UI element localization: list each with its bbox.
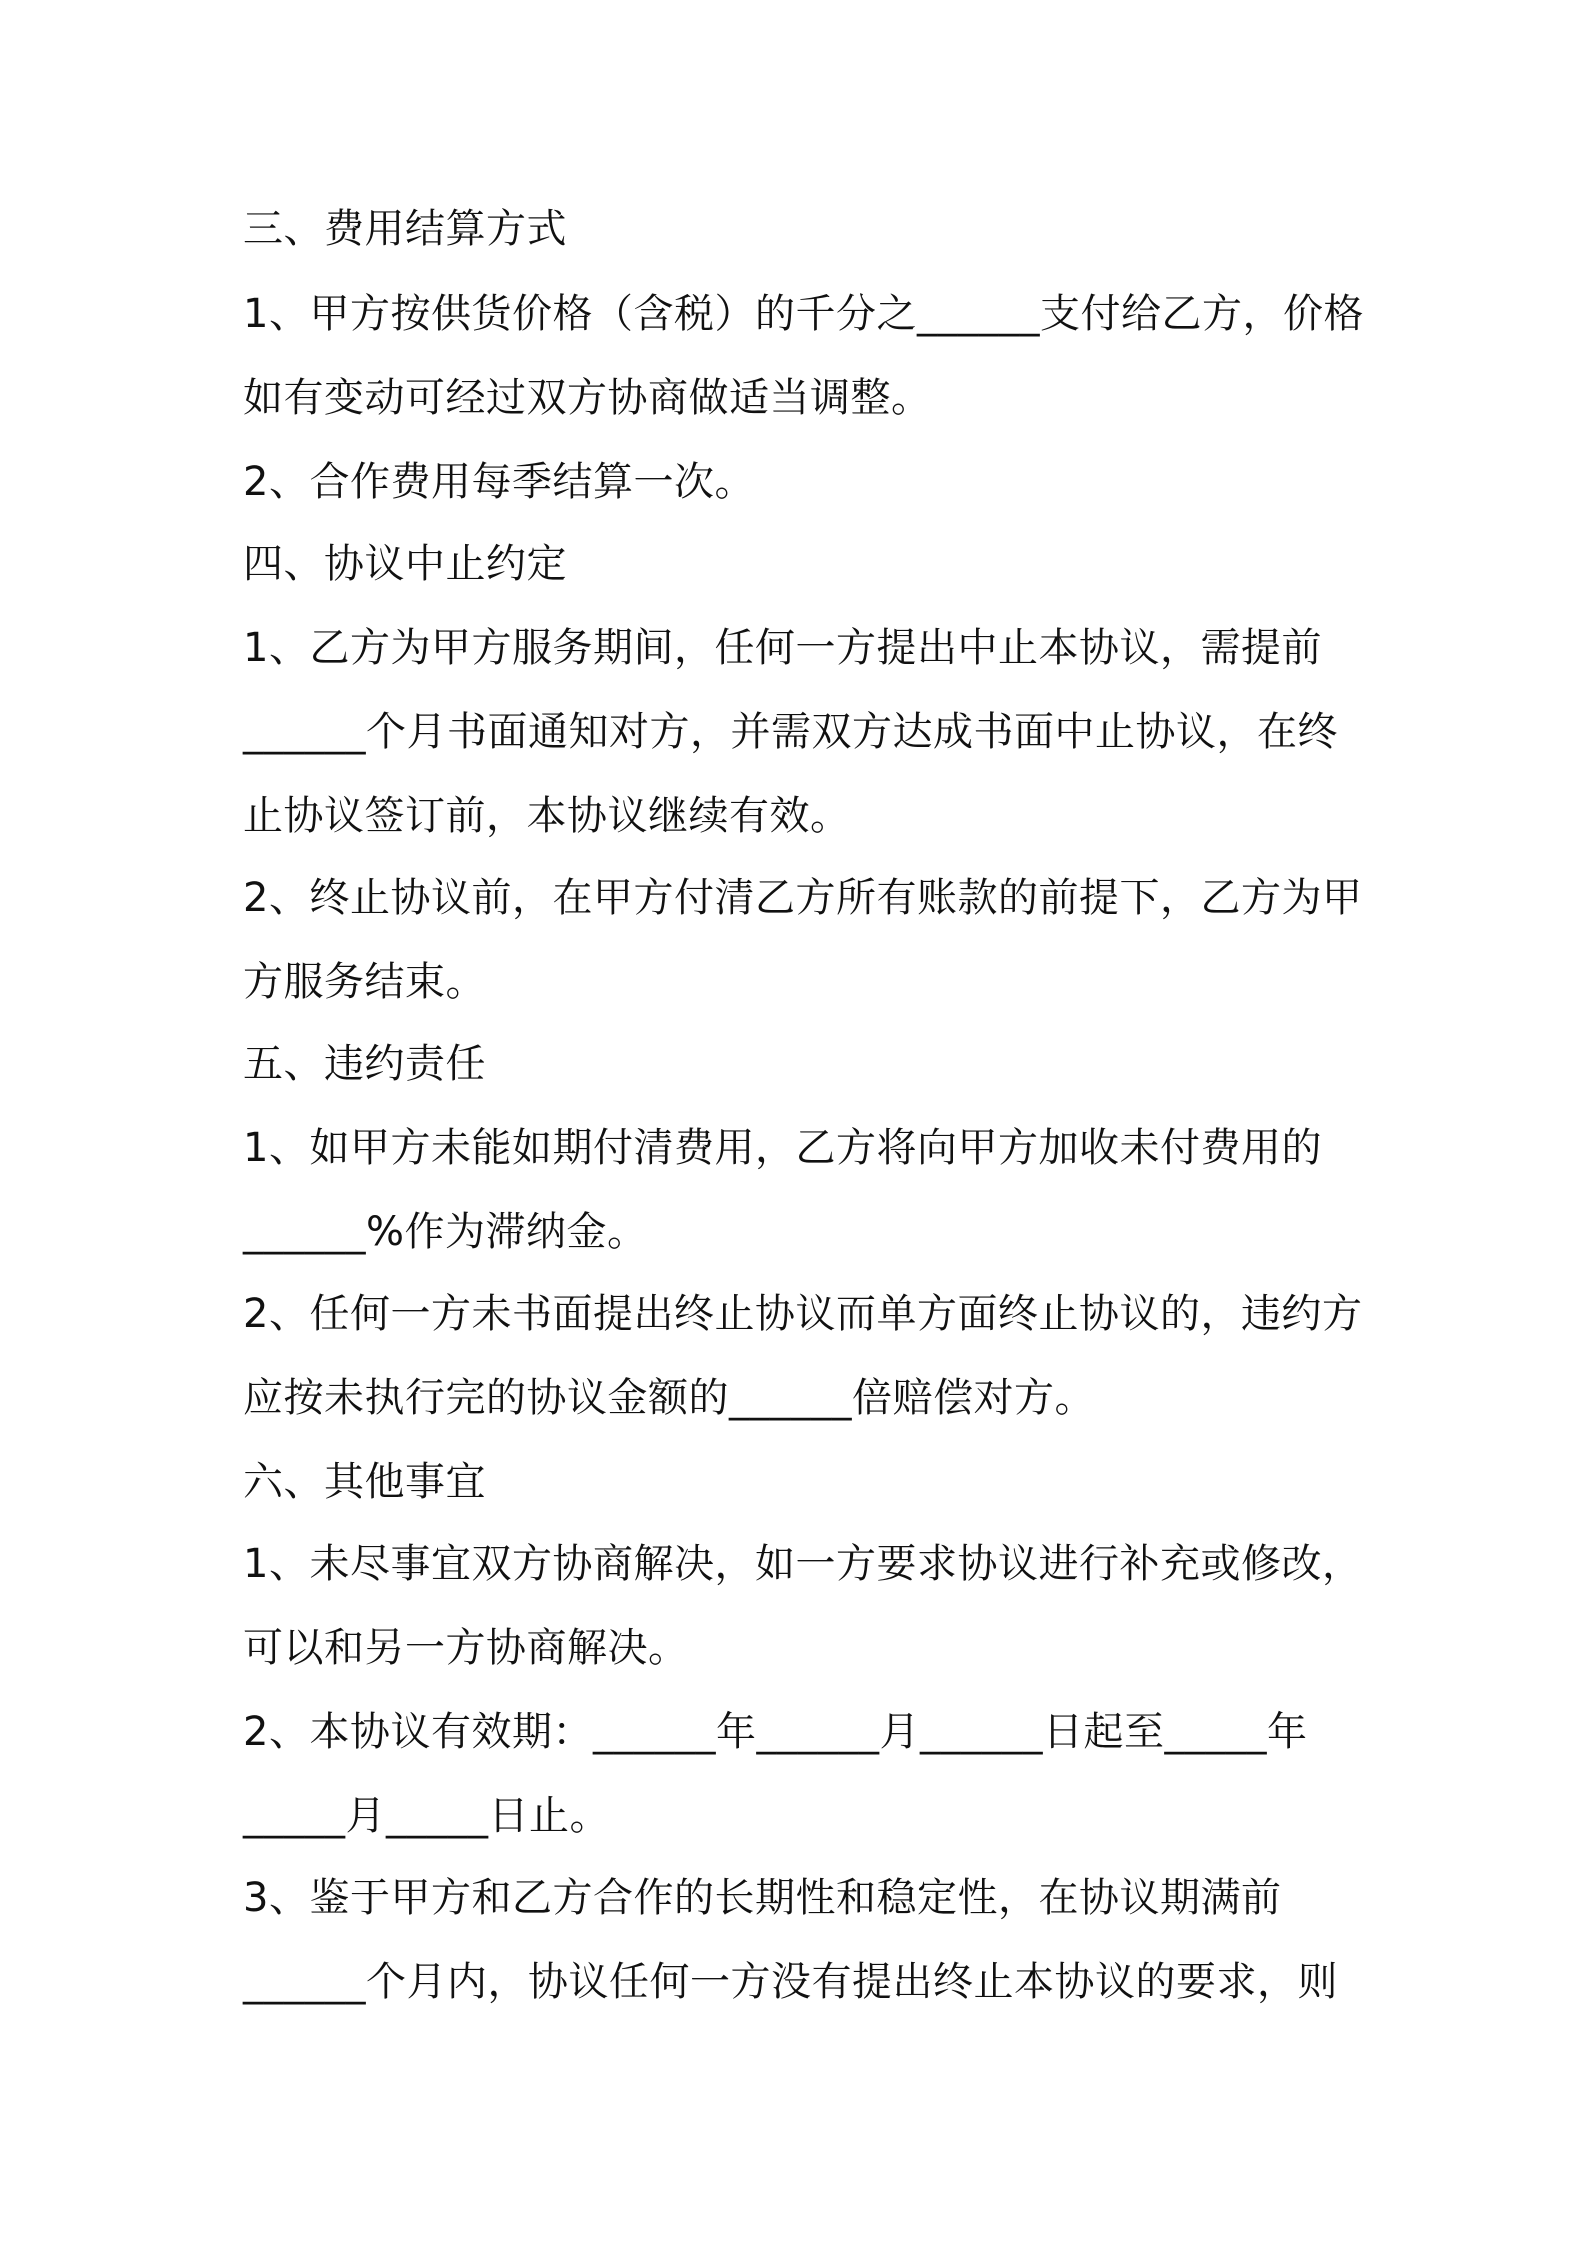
paragraph-line: 2、本协议有效期：______年______月______日起至_____年 [243,1709,1308,1755]
paragraph-line: 2、终止协议前，在甲方付清乙方所有账款的前提下，乙方为甲 [243,875,1363,921]
paragraph-line: 3、鉴于甲方和乙方合作的长期性和稳定性，在协议期满前 [243,1875,1282,1921]
paragraph-line: 止协议签订前，本协议继续有效。 [243,793,851,839]
paragraph-line: 1、未尽事宜双方协商解决，如一方要求协议进行补充或修改， [243,1541,1363,1587]
section-heading-fee-settlement: 三、费用结算方式 [243,206,567,252]
paragraph-line: ______%作为滞纳金。 [243,1209,648,1255]
paragraph-line: 2、合作费用每季结算一次。 [243,459,755,505]
paragraph-line: 1、乙方为甲方服务期间，任何一方提出中止本协议，需提前 [243,625,1322,671]
section-heading-breach: 五、违约责任 [243,1041,486,1087]
paragraph-line: 方服务结束。 [243,959,486,1005]
paragraph-line: 应按未执行完的协议金额的______倍赔偿对方。 [243,1375,1095,1421]
paragraph-line: 1、甲方按供货价格（含税）的千分之______支付给乙方，价格 [243,291,1364,337]
paragraph-line: _____月_____日止。 [243,1793,610,1839]
section-heading-other-matters: 六、其他事宜 [243,1459,486,1505]
paragraph-line: 2、任何一方未书面提出终止协议而单方面终止协议的，违约方 [243,1291,1363,1337]
section-heading-termination: 四、协议中止约定 [243,541,567,587]
paragraph-line: ______个月内，协议任何一方没有提出终止本协议的要求，则 [243,1959,1338,2005]
paragraph-line: 如有变动可经过双方协商做适当调整。 [243,375,932,421]
paragraph-line: 1、如甲方未能如期付清费用，乙方将向甲方加收未付费用的 [243,1125,1322,1171]
paragraph-line: ______个月书面通知对方，并需双方达成书面中止协议，在终 [243,709,1338,755]
paragraph-line: 可以和另一方协商解决。 [243,1625,689,1671]
